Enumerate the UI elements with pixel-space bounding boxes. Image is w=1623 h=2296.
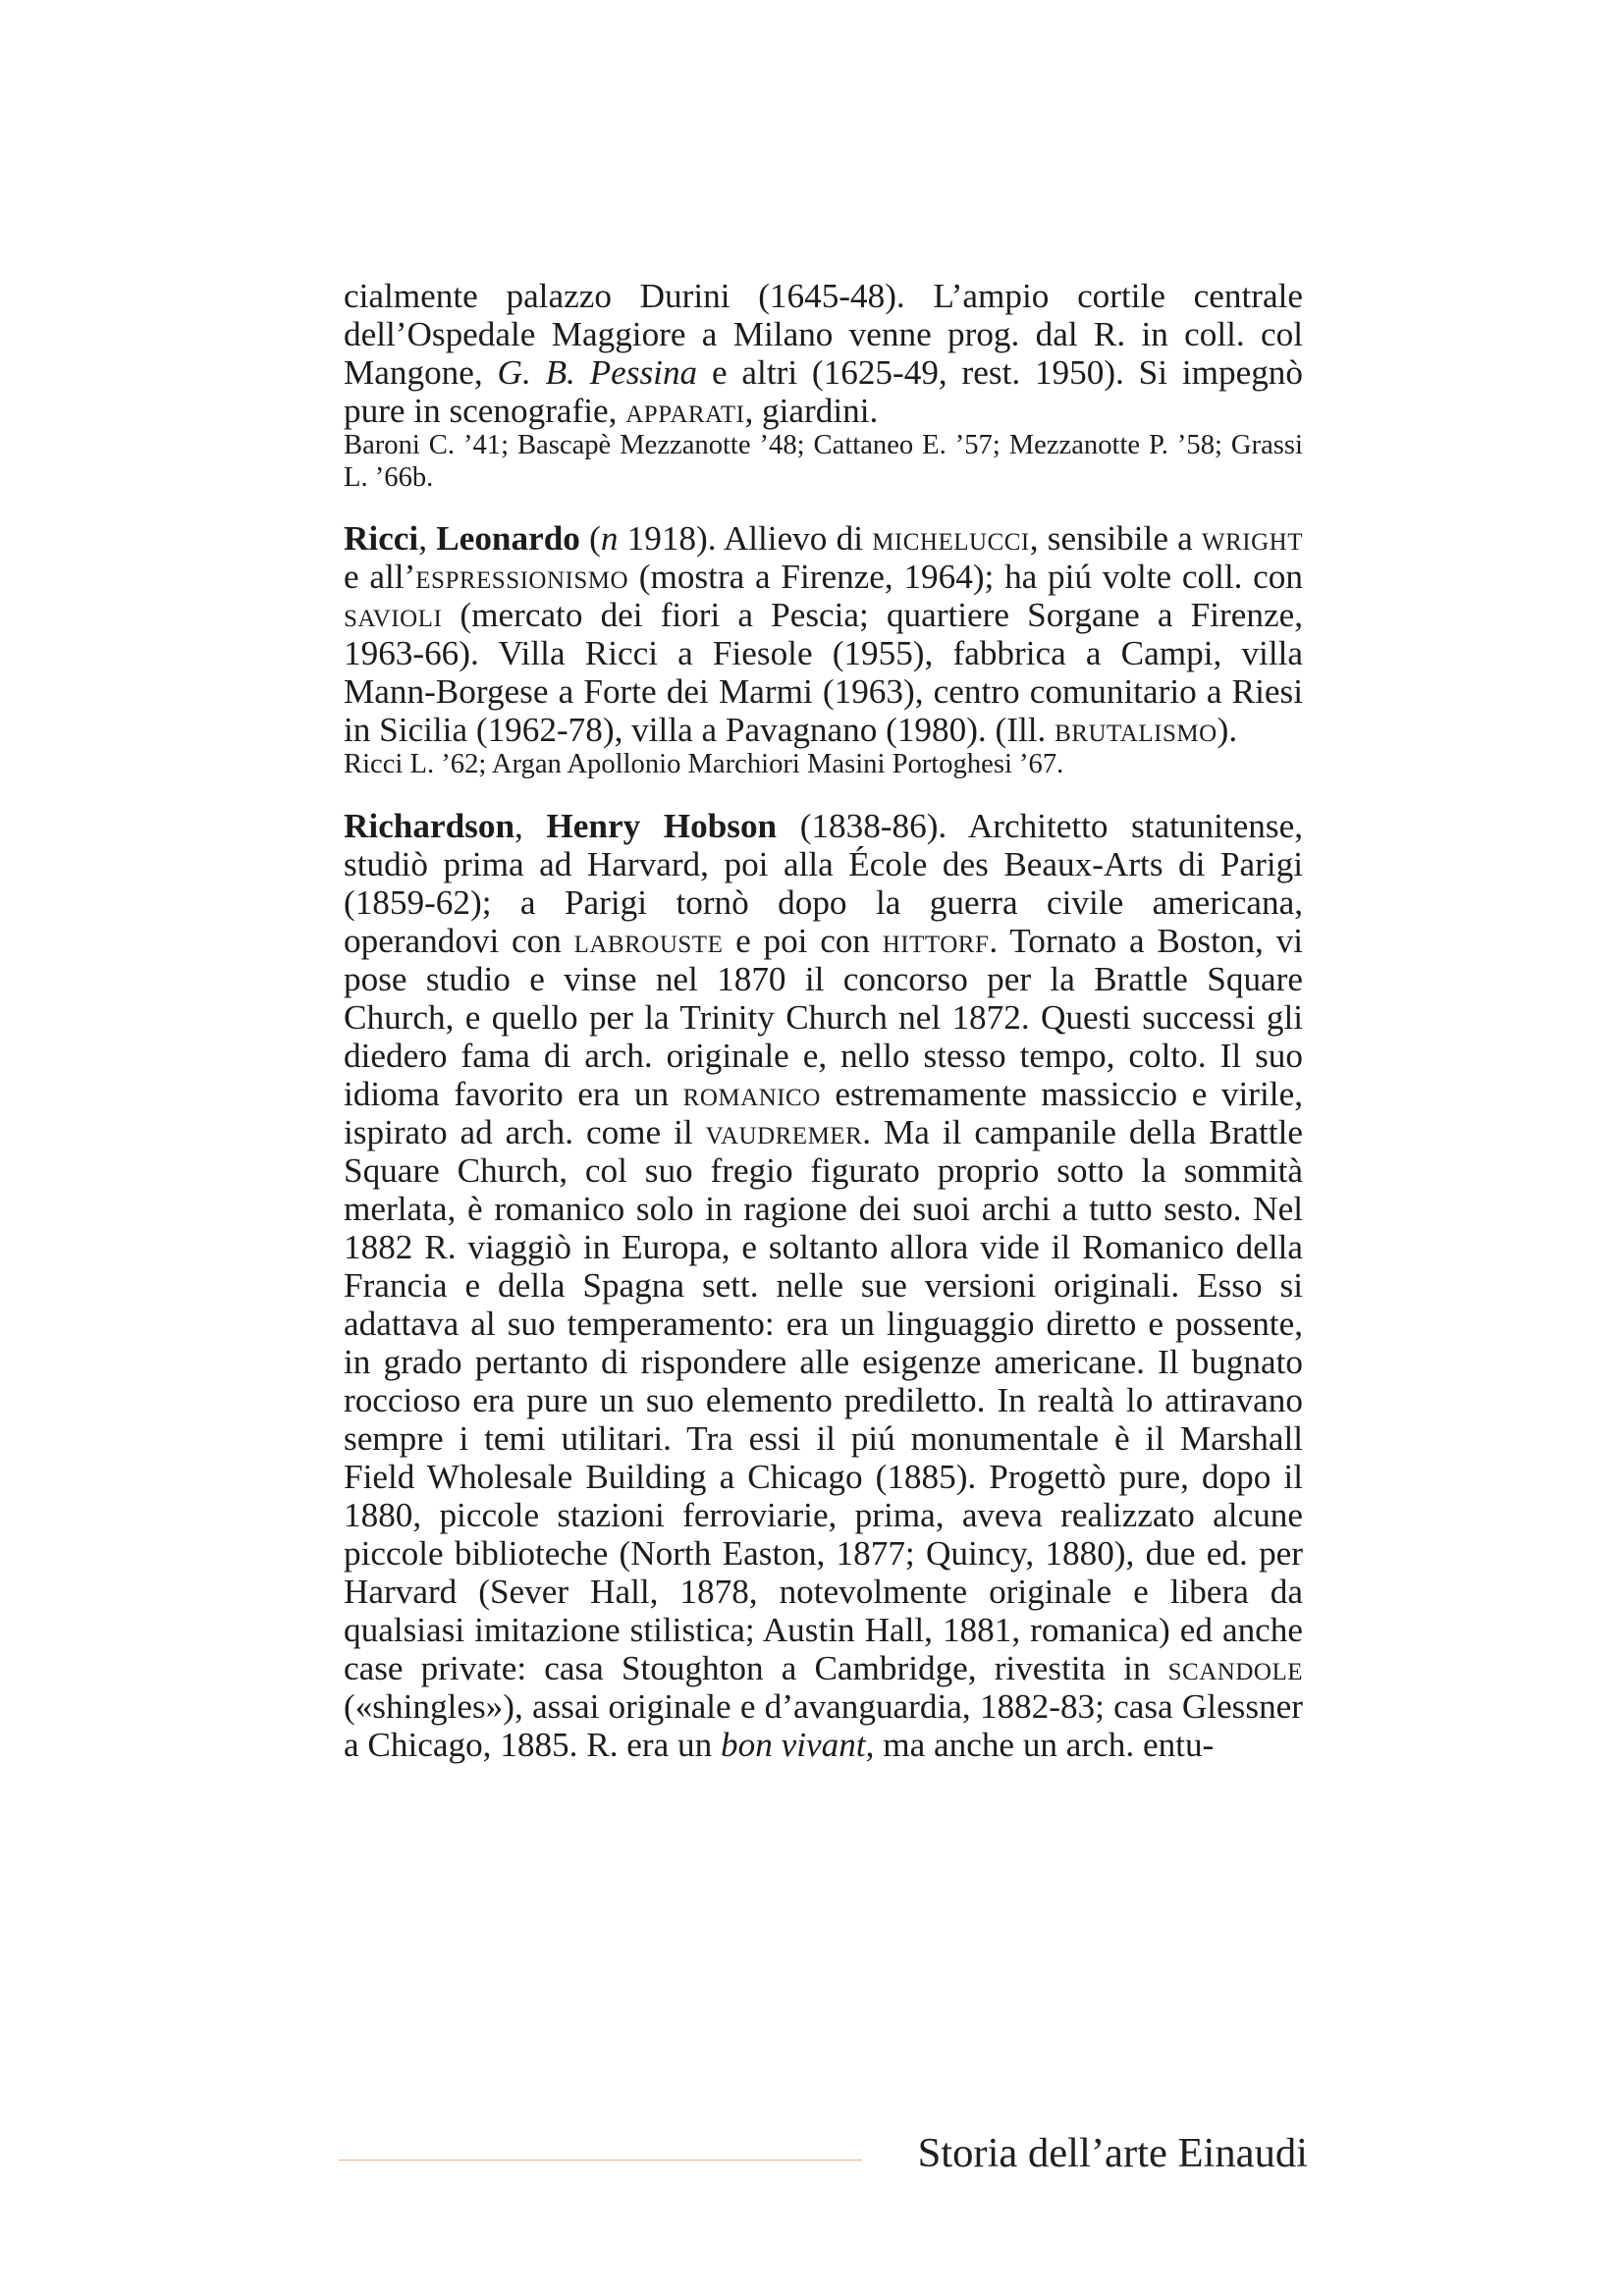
footer-rule — [339, 2160, 862, 2161]
text-run: ). — [1217, 711, 1238, 749]
cross-reference: hittorf — [882, 921, 990, 960]
cross-reference: savioli — [344, 596, 443, 634]
text-run: (mercato dei fiori a Pescia; quartiere Sorgane a Firenze, 1963-66). Villa Ricci a Fiesole (1955), fabbrica a Campi, villa Mann-Borgese a Forte dei Marmi (1963), centro comunitario a Riesi in Sicilia (1962-78), villa a Pavagnano (1980). (Ill. — [344, 596, 1303, 749]
cross-reference: romanico — [682, 1074, 821, 1113]
text-run: e altri (1625-49, rest. 1950). Si impegnò pure in scenografie, — [344, 353, 1303, 430]
text-run: estremamente massiccio e virile, ispirato ad arch. come il — [344, 1074, 1303, 1151]
text-run: , giardini. — [744, 392, 879, 430]
italic-run: G. B. Pessina — [497, 353, 698, 392]
entry-given-name: Henry Hobson — [546, 806, 778, 845]
text-run: 1918). — [618, 519, 724, 558]
comma: , — [418, 519, 437, 558]
text-run: e all’ — [344, 558, 416, 596]
text-run: ( — [579, 519, 601, 558]
text-run: . Ma il campanile della Brattle Square Church, col suo fregio figurato proprio sotto la sommità merlata, è romanico solo in ragione dei suoi archi a tutto sesto. Nel 1882 R. viaggiò in Europa, e soltanto allora vide il Romanico della Francia e della Spagna sett. nelle sue versioni originali. Esso si adattava al suo temperamento: era un linguaggio diretto e possente, in grado pertanto di rispondere alle esigenze americane. Il bugnato roccioso era pure un suo elemento prediletto. In realtà lo attiravano sempre i temi utilitari. Tra essi il piú monumentale è il Marshall Field Wholesale Building a Chicago (1885). Progettò pure, dopo il 1880, piccole stazioni ferroviarie, prima, aveva realizzato alcune piccole biblioteche (North Easton, 1877; Quincy, 1880), due ed. per Harvard (Sever Hall, 1878, notevolmente originale e libera da qualsiasi imitazione stilistica; Austin Hall, 1881, romanica) ed anche case private: casa Stoughton a Cambridge, rivestita in — [344, 1112, 1303, 1687]
entry-paragraph — [344, 519, 1303, 749]
entry-headword: Ricci — [344, 519, 419, 558]
cross-reference: vaudremer — [705, 1112, 863, 1151]
text-run: Architetto statunitense, studiò prima ad Harvard, poi alla École des Beaux-Arts di Parigi (1859-62); a Parigi tornò dopo la guerra civile americana, operandovi con — [344, 806, 1303, 960]
cross-reference: espressionismo — [415, 558, 629, 596]
text-run: («shingles»), assai originale e d’avanguardia, 1882-83; casa Glessner a Chicago, 1885. R. era un — [344, 1686, 1303, 1764]
cross-reference: apparati — [625, 392, 745, 430]
bibliography: Ricci L. ’62; Argan Apollonio Marchiori Masini Portoghesi ’67. — [344, 749, 1064, 779]
entry-richardson-henry-hobson — [344, 807, 1303, 1764]
text-run: , sensibile a — [1029, 519, 1203, 558]
text-run: e poi con — [723, 921, 883, 960]
bibliography: Baroni C. ’41; Bascapè Mezzanotte ’48; Cattaneo E. ’57; Mezzanotte P. ’58; Grassi L. ’66b. — [344, 430, 1303, 493]
entry-continuation — [344, 277, 1303, 494]
cross-reference: michelucci — [872, 519, 1030, 558]
entry-ricci-leonardo — [344, 519, 1303, 781]
text-run: . Tornato a Boston, vi pose studio e vinse nel 1870 il concorso per la Brattle Square Church, e quello per la Trinity Church nel 1872. Questi successi gli diedero fama di arch. originale e, nello stesso tempo, colto. Il suo idioma favorito era un — [344, 921, 1303, 1113]
entry-given-name: Leonardo — [436, 519, 580, 558]
italic-run: bon vivant — [721, 1725, 866, 1764]
italic-run: n — [600, 519, 619, 558]
cross-reference: labrouste — [573, 921, 724, 960]
entry-paragraph — [344, 807, 1303, 1764]
cross-reference: scandole — [1167, 1648, 1303, 1687]
text-run: Allievo di — [723, 519, 873, 558]
cross-reference: wright — [1202, 519, 1303, 558]
text-run: (1838-86). — [777, 806, 968, 845]
cross-reference: brutalismo — [1055, 711, 1217, 749]
text-run: , ma anche un arch. entu- — [865, 1725, 1215, 1764]
publication-title: Storia dell’arte Einaudi — [917, 2130, 1308, 2176]
page-body — [344, 277, 1303, 1764]
entry-headword: Richardson — [344, 806, 515, 845]
continuation-paragraph — [344, 277, 1303, 430]
text-run: cialmente palazzo Durini (1645-48). L’ampio cortile centrale dell’Ospedale Maggiore a Milano venne prog. dal R. in coll. col Mangone, — [344, 277, 1303, 392]
comma: , — [514, 806, 547, 845]
page-footer — [339, 2128, 1308, 2187]
text-run: (mostra a Firenze, 1964); ha piú volte coll. con — [628, 558, 1303, 596]
